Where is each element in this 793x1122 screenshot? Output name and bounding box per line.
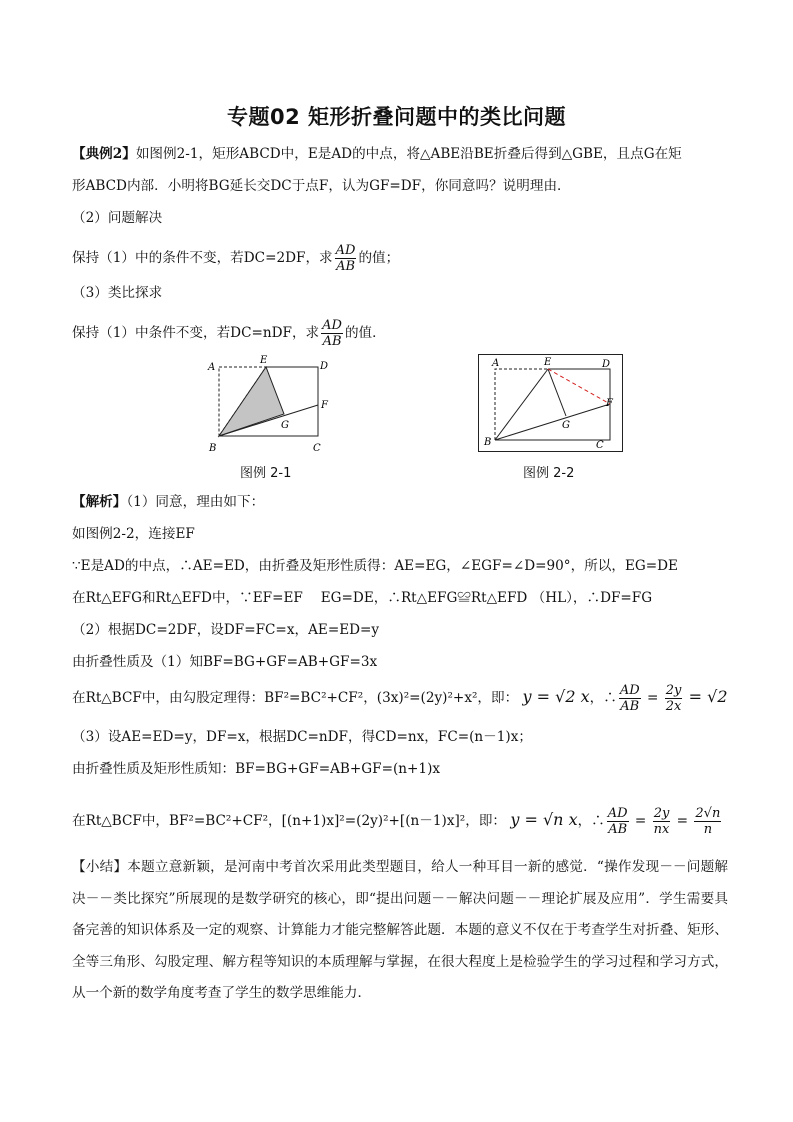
question-3-label: （3）类比探求 — [72, 285, 163, 301]
fig2-label-d: D — [602, 359, 611, 370]
fig2-line-be — [495, 369, 548, 440]
q2-frac-num: AD — [335, 243, 356, 258]
solution-line-3: ∵E是AD的中点，∴AE=ED，由折叠及矩形性质得：AE=EG，∠EGF=∠D=90°，所以，EG=DE — [72, 558, 678, 574]
s10-frac2-den: nx — [653, 822, 670, 837]
s10-frac3-den: n — [703, 822, 713, 837]
page-title: 专题02 矩形折叠问题中的类比问题 — [226, 105, 567, 129]
q2-text-b: 的值； — [358, 250, 400, 266]
s10-frac1-num: AD — [607, 806, 628, 821]
figure-2-1 — [200, 352, 340, 457]
s10-frac2-num: 2y — [653, 806, 670, 821]
q3-text-a: 保持（1）中条件不变，若DC=nDF，求 — [72, 325, 320, 341]
s10-fraction-1 — [607, 806, 629, 837]
fig1-label-b: B — [209, 443, 217, 454]
question-2-text — [72, 243, 727, 274]
fig2-line-bf — [495, 404, 610, 440]
solution-line-6: 由折叠性质及（1）知BF=BG+GF=AB+GF=3x — [72, 654, 378, 670]
solution-line-1 — [72, 492, 727, 512]
solution-line-2: 如图例2-2，连接EF — [72, 526, 195, 542]
solution-line-9: 由折叠性质及矩形性质知：BF=BG+GF=AB+GF=(n+1)x — [72, 761, 441, 777]
s7-therefore: ，∴ — [589, 690, 617, 706]
question-2-label: （2）问题解决 — [72, 210, 163, 226]
solution-tag: 【解析】 — [72, 494, 127, 510]
s7-frac1-num: AD — [619, 683, 640, 698]
solution-line-10: 在Rt△BCF中，BF²=BC²+CF²，[(n+1)x]²=(2y)²+[(n－1)x]²，即： y = √n x，∴ $\frac{AD}{AB}$ = $\frac{2y}{nx}$ = $\frac{2√n}{n}$ — [72, 806, 721, 837]
fig2-label-e: E — [544, 357, 552, 368]
s10-fraction-2 — [653, 806, 671, 837]
summary-paragraph: 【小结】本题立意新颖，是河南中考首次采用此类型题目，给人一种耳目一新的感觉．“操作发现－－问题解决－－类比探究”所展现的是数学研究的核心，即“提出问题－－解决问题－－理论扩展及应用”．学生需要具备完善的知识体系及一定的观察、计算能力才能完整解答此题．本题的意义不仅在于考查学生对折叠、矩形、全等三角形、勾股定理、解方程等知识的本质理解与掌握，在很大程度上是检验学生的学习过程和学习方式，从一个新的数学角度考查了学生的数学思维能力． — [72, 859, 728, 1001]
q3-frac-num: AD — [322, 318, 342, 333]
example-line-2: 形ABCD内部．小明将BG延长交DC于点F，认为GF=DF，你同意吗？说明理由． — [72, 178, 571, 194]
q2-frac-den: AB — [336, 259, 356, 274]
example-tag: 【典例2】 — [72, 146, 136, 162]
s7-frac2-den: 2x — [665, 699, 682, 714]
s7-frac2-num: 2y — [665, 683, 682, 698]
q3-text-b: 的值． — [344, 325, 386, 341]
q2-fraction — [335, 243, 357, 274]
example-text-1: 如图例2-1，矩形ABCD中，E是AD的中点，将△ABE沿BE折叠后得到△GBE，且点G在矩 — [135, 146, 682, 162]
s10-frac3-num: 2√n — [695, 806, 721, 821]
s7-fraction-1 — [619, 683, 641, 714]
example-line-1 — [72, 144, 727, 164]
fig1-label-e: E — [260, 355, 268, 366]
figure-2-2-caption: 图例 2-2 — [523, 466, 575, 481]
s10-frac1-den: AB — [608, 822, 628, 837]
s10-equation: y = √n x — [510, 810, 578, 829]
s7-fraction-2 — [665, 683, 683, 714]
s10-therefore: ，∴ — [577, 813, 605, 829]
s10-fraction-3 — [694, 806, 721, 837]
figure-2-1-caption: 图例 2-1 — [240, 466, 292, 481]
s7-equation: y = √2 x — [522, 687, 590, 706]
fig2-label-b: B — [484, 437, 492, 448]
q3-frac-den: AB — [322, 334, 342, 349]
fig1-label-a: A — [208, 362, 216, 373]
solution-line-4: 在Rt△EFG和Rt△EFD中，∵EF=EF EG=DE，∴Rt△EFG≌Rt△EFD （HL），∴DF=FG — [72, 590, 653, 606]
fig1-label-c: C — [313, 443, 321, 454]
fig2-label-c: C — [596, 440, 604, 451]
s7-text-a: 在Rt△BCF中，由勾股定理得：BF²=BC²+CF²，(3x)²=(2y)²+x²，即： — [72, 690, 519, 706]
fig1-label-g: G — [281, 420, 289, 431]
fig1-label-d: D — [320, 361, 329, 372]
solution-text-1: （1）同意，理由如下： — [126, 494, 265, 510]
solution-line-7: 在Rt△BCF中，由勾股定理得：BF²=BC²+CF²，(3x)²=(2y)²+x²，即： y = √2 x，∴ $\frac{AD}{AB}$ = $\frac{2y}{2x}$ = √2 — [72, 683, 728, 714]
figure-2-2 — [478, 354, 624, 454]
q2-text-a: 保持（1）中的条件不变，若DC=2DF，求 — [72, 250, 333, 266]
question-3-text — [72, 318, 727, 349]
fig2-label-g: G — [562, 420, 570, 431]
fig2-label-f: F — [606, 398, 613, 409]
q3-fraction — [321, 318, 343, 349]
solution-line-5: （2）根据DC=2DF，设DF=FC=x，AE=ED=y — [72, 622, 380, 638]
s7-result: = √2 — [688, 687, 728, 706]
s10-text-a: 在Rt△BCF中，BF²=BC²+CF²，[(n+1)x]²=(2y)²+[(n－1)x]²，即： — [72, 813, 507, 829]
fig1-label-f: F — [321, 400, 328, 411]
fig2-line-ef — [548, 369, 610, 404]
fig2-line-eg — [548, 369, 566, 416]
s7-frac1-den: AB — [620, 699, 640, 714]
fig2-label-a: A — [492, 358, 500, 369]
solution-line-8: （3）设AE=ED=y，DF=x，根据DC=nDF，得CD=nx，FC=(n－1)x； — [72, 729, 532, 745]
